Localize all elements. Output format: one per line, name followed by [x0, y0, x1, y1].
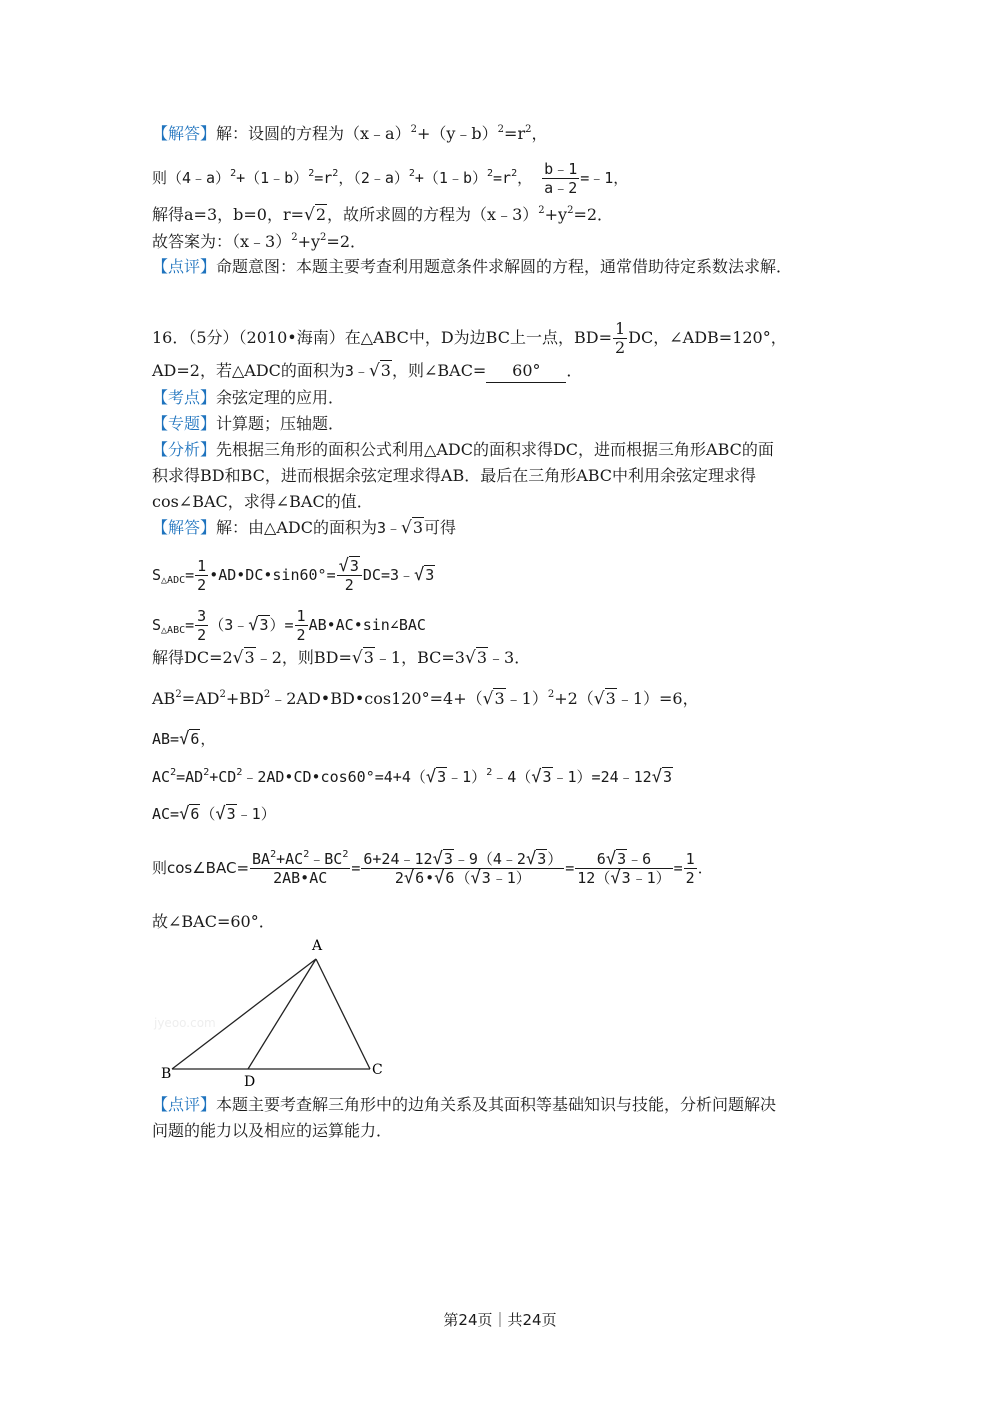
q16-step-3: 解得DC=2√3﹣2，则BD=√3﹣1，BC=3√3﹣3．	[152, 648, 531, 668]
q16-kaodian: 【考点】余弦定理的应用．	[152, 388, 345, 407]
tag-fenxi: 【分析】	[152, 440, 217, 459]
q16-step-4: $AB^2=AD^2+BD^2﹣2AD•BD•\cos 120^\circ=4+(√3﹣1)^2+2(√3﹣1)=6$，	[152, 689, 699, 709]
q16-fenxi-1: 【分析】先根据三角形的面积公式利用△ADC的面积求得DC，进而根据三角形ABC的面	[152, 440, 774, 459]
q16-conclusion: 故∠BAC=60°．	[152, 912, 275, 931]
q16-zhuanti: 【专题】计算题；压轴题．	[152, 414, 345, 433]
fraction: $\frac{BA^2+AC^2﹣BC^2}{2AB•AC}$	[252, 849, 349, 887]
fraction: $\frac{1}{2}$	[685, 850, 695, 887]
q16-fenxi-3: cos∠BAC，求得∠BAC的值．	[152, 492, 373, 511]
sol15-comment: 【点评】命题意图：本题主要考查利用题意条件求解圆的方程，通常借助待定系数法求解．	[152, 257, 793, 276]
sol15-line-3: 解得a=3，b=0，r=√2，故所求圆的方程为$(x﹣3)^2+y^2=2$．	[152, 205, 614, 225]
tag-comment: 【点评】	[152, 257, 217, 276]
sol15-line-4: 故答案为：$(x﹣3)^2+y^2=2$．	[152, 232, 367, 251]
vertex-label-A: A	[312, 938, 323, 954]
tag-zhuanti: 【专题】	[152, 414, 217, 433]
q16-stem-line-1: 16．（5分）（2010•海南）在△ABC中，D为边BC上一点，BD= $\frac{1}{2}$ DC，∠ADB=120°，	[152, 319, 787, 357]
tag-answer: 【解答】	[152, 518, 217, 537]
q16-step-2: $S_{\triangle ABC}=$ $\frac{3}{2}$ （3﹣√3）= $\frac{1}{2}$ AB•AC•sin∠BAC	[152, 607, 426, 644]
side-AC	[316, 959, 370, 1069]
q16-fenxi-2: 积求得BD和BC，进而根据余弦定理求得AB．最后在三角形ABC中利用余弦定理求得	[152, 466, 757, 485]
vertex-label-B: B	[161, 1066, 172, 1082]
watermark: jyeoo.com	[154, 1016, 216, 1030]
q16-dianping-1: 【点评】本题主要考查解三角形中的边角关系及其面积等基础知识与技能，分析问题解决	[152, 1095, 777, 1114]
tag-answer: 【解答】	[152, 124, 217, 143]
side-AB	[172, 959, 316, 1069]
answer-blank: 60°	[486, 360, 566, 383]
sol15-line-2: 则$(4﹣a)^2+(1﹣b)^2=r^2$，$(2﹣a)^2+(1﹣b)^2=r^2$， $\frac{b﹣1}{a﹣2}$ =﹣1，	[152, 160, 629, 197]
q16-step-8: 则cos∠BAC= $\frac{BA^2+AC^2﹣BC^2}{2AB•AC}$ = $\frac{6+24﹣12√3﹣9(4﹣2√3)}{2√6•√6(√3﹣1)}$ = $\frac{6√3﹣6}{12(√3﹣1)}$ = $\frac{1}{2}$ ．	[152, 849, 713, 888]
q16-step-7: AC=√6（√3﹣1）	[152, 804, 276, 824]
triangle-figure	[150, 932, 390, 1092]
q16-dianping-2: 问题的能力以及相应的运算能力．	[152, 1121, 393, 1140]
page-footer: 第24页｜共24页	[443, 1311, 557, 1329]
q16-stem-line-2: AD=2，若△ADC的面积为3﹣√3，则∠BAC= 60° ．	[152, 361, 583, 381]
fraction: $\frac{b﹣1}{a﹣2}$	[544, 160, 578, 197]
segment-AD	[248, 959, 316, 1069]
sol15-line-1: 【解答】解：设圆的方程为$(x﹣a)^2+(y﹣b)^2=r^2$，	[152, 124, 548, 143]
tag-kaodian: 【考点】	[152, 388, 217, 407]
q16-step-6: $AC^2=AD^2+CD^2﹣2AD•CD•\cos 60^\circ=4+4(√3﹣1)^2﹣4(√3﹣1)=24﹣12√3$	[152, 767, 672, 787]
vertex-label-D: D	[244, 1074, 256, 1090]
vertex-label-C: C	[372, 1062, 383, 1078]
fraction: $\frac{6√3﹣6}{12(√3﹣1)}$	[577, 849, 671, 888]
q16-jieda: 【解答】解：由△ADC的面积为3﹣√3可得	[152, 518, 457, 538]
q16-step-5: AB=√6，	[152, 729, 216, 749]
fraction: $\frac{6+24﹣12√3﹣9(4﹣2√3)}{2√6•√6(√3﹣1)}$	[363, 849, 563, 888]
tag-comment: 【点评】	[152, 1095, 217, 1114]
fraction: $\frac{1}{2}$	[614, 319, 626, 357]
q16-step-1: $S_{\triangle ADC}=$ $\frac{1}{2}$ •AD•DC•sin60°= $\frac{√3}{2}$ DC=3﹣√3	[152, 556, 435, 594]
